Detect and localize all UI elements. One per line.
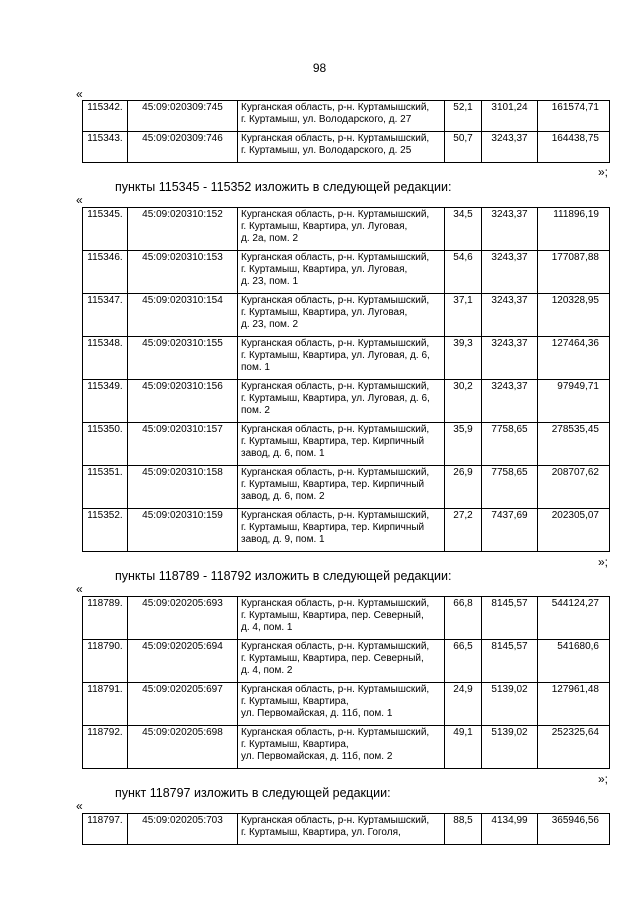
- property-table-1: [82, 100, 610, 163]
- closing-quote: »;: [598, 555, 609, 569]
- area-cell: 37,1: [445, 294, 482, 337]
- cadastral-value-cell: 127464,36: [538, 337, 610, 380]
- item-number-cell: 115343.: [83, 132, 128, 163]
- property-table-2: [82, 207, 610, 552]
- property-table-3: [82, 596, 610, 769]
- cadastral-number-cell: 45:09:020310:156: [128, 380, 238, 423]
- area-cell: 24,9: [445, 683, 482, 726]
- item-number-cell: 115349.: [83, 380, 128, 423]
- address-cell: Курганская область, р-н. Куртамышский, г. Куртамыш, Квартира, ул. Луговая, д. 6, пом. 2: [238, 380, 445, 423]
- address-cell: Курганская область, р-н. Куртамышский, г. Куртамыш, Квартира, пер. Северный, д. 4, пом. 2: [238, 640, 445, 683]
- table-row: [83, 380, 610, 423]
- opening-quote: «: [76, 582, 83, 596]
- table-row: [83, 466, 610, 509]
- unit-price-cell: 3243,37: [482, 208, 538, 251]
- cadastral-value-cell: 278535,45: [538, 423, 610, 466]
- table-row: [83, 597, 610, 640]
- unit-price-cell: 5139,02: [482, 683, 538, 726]
- cadastral-number-cell: 45:09:020205:693: [128, 597, 238, 640]
- closing-quote: »;: [598, 165, 609, 179]
- cadastral-value-cell: 177087,88: [538, 251, 610, 294]
- cadastral-number-cell: 45:09:020310:155: [128, 337, 238, 380]
- cadastral-value-cell: 541680,6: [538, 640, 610, 683]
- unit-price-cell: 3243,37: [482, 337, 538, 380]
- cadastral-number-cell: 45:09:020205:694: [128, 640, 238, 683]
- table-row: [83, 726, 610, 769]
- area-cell: 66,5: [445, 640, 482, 683]
- address-cell: Курганская область, р-н. Куртамышский, г. Куртамыш, Квартира, ул. Первомайская, д. 11б, пом. 2: [238, 726, 445, 769]
- item-number-cell: 118791.: [83, 683, 128, 726]
- cadastral-value-cell: 544124,27: [538, 597, 610, 640]
- address-cell: Курганская область, р-н. Куртамышский, г. Куртамыш, ул. Володарского, д. 27: [238, 101, 445, 132]
- address-cell: Курганская область, р-н. Куртамышский, г. Куртамыш, Квартира, ул. Луговая, д. 23, пом. 2: [238, 294, 445, 337]
- item-number-cell: 115352.: [83, 509, 128, 552]
- table-row: [83, 640, 610, 683]
- unit-price-cell: 5139,02: [482, 726, 538, 769]
- cadastral-number-cell: 45:09:020205:698: [128, 726, 238, 769]
- unit-price-cell: 3101,24: [482, 101, 538, 132]
- table-row: [83, 423, 610, 466]
- area-cell: 49,1: [445, 726, 482, 769]
- cadastral-number-cell: 45:09:020309:746: [128, 132, 238, 163]
- table-row: [83, 101, 610, 132]
- instruction-1: пункты 115345 - 115352 изложить в следующей редакции:: [115, 180, 452, 194]
- cadastral-number-cell: 45:09:020310:152: [128, 208, 238, 251]
- area-cell: 39,3: [445, 337, 482, 380]
- unit-price-cell: 7758,65: [482, 423, 538, 466]
- unit-price-cell: 4134,99: [482, 814, 538, 845]
- table-row: [83, 294, 610, 337]
- address-cell: Курганская область, р-н. Куртамышский, г. Куртамыш, ул. Володарского, д. 25: [238, 132, 445, 163]
- cadastral-value-cell: 127961,48: [538, 683, 610, 726]
- table-row: [83, 683, 610, 726]
- property-table-4: [82, 813, 610, 845]
- item-number-cell: 118789.: [83, 597, 128, 640]
- area-cell: 34,5: [445, 208, 482, 251]
- opening-quote: «: [76, 193, 83, 207]
- area-cell: 30,2: [445, 380, 482, 423]
- address-cell: Курганская область, р-н. Куртамышский, г. Куртамыш, Квартира, ул. Гоголя,: [238, 814, 445, 845]
- area-cell: 35,9: [445, 423, 482, 466]
- item-number-cell: 115342.: [83, 101, 128, 132]
- address-cell: Курганская область, р-н. Куртамышский, г. Куртамыш, Квартира, тер. Кирпичный завод, д. 9, пом. 1: [238, 509, 445, 552]
- address-cell: Курганская область, р-н. Куртамышский, г. Куртамыш, Квартира, ул. Первомайская, д. 11б, пом. 1: [238, 683, 445, 726]
- unit-price-cell: 3243,37: [482, 132, 538, 163]
- item-number-cell: 118792.: [83, 726, 128, 769]
- cadastral-number-cell: 45:09:020205:703: [128, 814, 238, 845]
- table-row: [83, 132, 610, 163]
- address-cell: Курганская область, р-н. Куртамышский, г. Куртамыш, Квартира, ул. Луговая, д. 23, пом. 1: [238, 251, 445, 294]
- area-cell: 88,5: [445, 814, 482, 845]
- cadastral-number-cell: 45:09:020309:745: [128, 101, 238, 132]
- address-cell: Курганская область, р-н. Куртамышский, г. Куртамыш, Квартира, тер. Кирпичный завод, д. 6, пом. 1: [238, 423, 445, 466]
- instruction-3: пункт 118797 изложить в следующей редакции:: [115, 786, 391, 800]
- cadastral-number-cell: 45:09:020310:157: [128, 423, 238, 466]
- unit-price-cell: 3243,37: [482, 251, 538, 294]
- address-cell: Курганская область, р-н. Куртамышский, г. Куртамыш, Квартира, тер. Кирпичный завод, д. 6, пом. 2: [238, 466, 445, 509]
- unit-price-cell: 7758,65: [482, 466, 538, 509]
- item-number-cell: 115348.: [83, 337, 128, 380]
- area-cell: 50,7: [445, 132, 482, 163]
- area-cell: 52,1: [445, 101, 482, 132]
- unit-price-cell: 8145,57: [482, 597, 538, 640]
- table-row: [83, 509, 610, 552]
- cadastral-number-cell: 45:09:020310:158: [128, 466, 238, 509]
- page-number: 98: [312, 61, 327, 75]
- item-number-cell: 115345.: [83, 208, 128, 251]
- area-cell: 54,6: [445, 251, 482, 294]
- address-cell: Курганская область, р-н. Куртамышский, г. Куртамыш, Квартира, ул. Луговая, д. 2а, пом. 2: [238, 208, 445, 251]
- cadastral-number-cell: 45:09:020310:153: [128, 251, 238, 294]
- table-row: [83, 251, 610, 294]
- opening-quote: «: [76, 87, 83, 101]
- cadastral-number-cell: 45:09:020310:154: [128, 294, 238, 337]
- table-row: [83, 337, 610, 380]
- item-number-cell: 115346.: [83, 251, 128, 294]
- area-cell: 66,8: [445, 597, 482, 640]
- table-row: [83, 208, 610, 251]
- address-cell: Курганская область, р-н. Куртамышский, г. Куртамыш, Квартира, пер. Северный, д. 4, пом. 1: [238, 597, 445, 640]
- unit-price-cell: 7437,69: [482, 509, 538, 552]
- cadastral-number-cell: 45:09:020205:697: [128, 683, 238, 726]
- cadastral-value-cell: 252325,64: [538, 726, 610, 769]
- item-number-cell: 115350.: [83, 423, 128, 466]
- table-row: [83, 814, 610, 845]
- address-cell: Курганская область, р-н. Куртамышский, г. Куртамыш, Квартира, ул. Луговая, д. 6, пом. 1: [238, 337, 445, 380]
- cadastral-value-cell: 365946,56: [538, 814, 610, 845]
- item-number-cell: 115351.: [83, 466, 128, 509]
- cadastral-value-cell: 111896,19: [538, 208, 610, 251]
- cadastral-number-cell: 45:09:020310:159: [128, 509, 238, 552]
- cadastral-value-cell: 164438,75: [538, 132, 610, 163]
- cadastral-value-cell: 208707,62: [538, 466, 610, 509]
- opening-quote: «: [76, 799, 83, 813]
- cadastral-value-cell: 97949,71: [538, 380, 610, 423]
- unit-price-cell: 3243,37: [482, 294, 538, 337]
- area-cell: 26,9: [445, 466, 482, 509]
- cadastral-value-cell: 161574,71: [538, 101, 610, 132]
- unit-price-cell: 3243,37: [482, 380, 538, 423]
- cadastral-value-cell: 120328,95: [538, 294, 610, 337]
- item-number-cell: 115347.: [83, 294, 128, 337]
- cadastral-value-cell: 202305,07: [538, 509, 610, 552]
- closing-quote: »;: [598, 772, 609, 786]
- area-cell: 27,2: [445, 509, 482, 552]
- unit-price-cell: 8145,57: [482, 640, 538, 683]
- item-number-cell: 118797.: [83, 814, 128, 845]
- instruction-2: пункты 118789 - 118792 изложить в следующей редакции:: [115, 569, 452, 583]
- item-number-cell: 118790.: [83, 640, 128, 683]
